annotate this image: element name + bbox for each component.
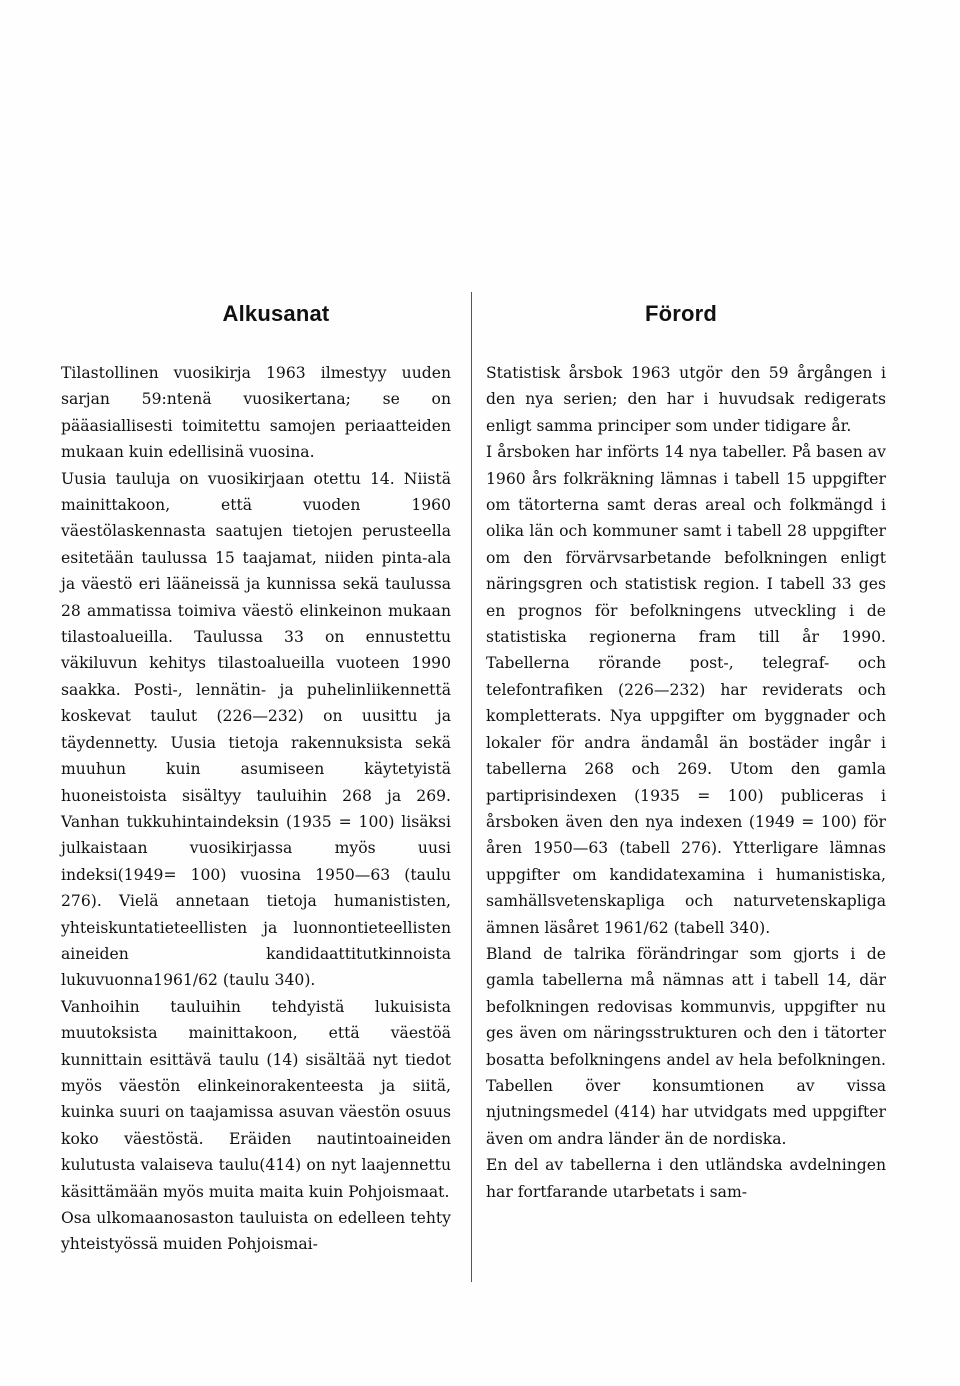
swedish-paragraph-4: En del av tabellerna i den utländska avdelningen har fortfarande utarbetats i sam- [486,1156,886,1201]
finnish-paragraph-4: Osa ulkomaanosaston tauluista on edelleen tehty yhteistyössä muiden Pohjoismai- [61,1209,451,1254]
column-divider [471,292,472,1282]
swedish-paragraph-2: I årsboken har införts 14 nya tabeller. På basen av 1960 års folkräkning lämnas i tabell 15 uppgifter om tätorterna samt deras areal och folkmängd i olika län och kommuner samt i tabell 28 uppgifter om den förvärvsarbetande befolkningen enligt näringsgren och statistisk region. I tabell 33 ges en prognos för befolkningens utveckling i de statistiska regionerna fram till år 1990. Tabellerna rörande post-, telegraf- och telefontrafiken (226—232) har reviderats och kompletterats. Nya uppgifter om byggnader och lokaler för andra ändamål än bostäder ingår i tabellerna 268 och 269. Utom den gamla partiprisindexen (1935 = 100) publiceras i årsboken även den nya indexen (1949 = 100) för åren 1950—63 (tabell 276). Ytterligare lämnas uppgifter om kandidatexamina i humanistiska, samhällsvetenskapliga och naturvetenskapliga ämnen läsåret 1961/62 (tabell 340). [486,443,886,937]
swedish-preface-heading: Förord [644,301,718,326]
swedish-paragraph-1: Statistisk årsbok 1963 utgör den 59 årgången i den nya serien; den har i huvudsak redigerats enligt samma principer som under tidigare år. [486,364,886,435]
swedish-preface-column [486,300,886,1205]
finnish-paragraph-3: Vanhoihin tauluihin tehdyistä lukuisista muutoksista mainittakoon, että väestöä kunnittain esittävä taulu (14) sisältää nyt tiedot myös väestön elinkeinorakenteesta ja siitä, kuinka suuri on taajamissa asuvan väestön osuus koko väestöstä. Eräiden nautintoaineiden kulutusta valaiseva taulu(414) on nyt laajennettu käsittämään myös muita maita kuin Pohjoismaat. [61,997,451,1201]
finnish-paragraph-2: Uusia tauluja on vuosikirjaan otettu 14. Niistä mainittakoon, että vuoden 1960 väestölaskennasta saatujen tietojen perusteella esitetään taulussa 15 taajamat, niiden pinta-ala ja väestö eri lääneissä ja kunnissa sekä taulussa 28 ammatissa toimiva väestö elinkeinon mukaan tilastoalueilla. Taulussa 33 on ennustettu väkiluvun kehitys tilastoalueilla vuoteen 1990 saakka. Posti-, lennätin- ja puhelinliikennettä koskevat taulut (226—232) on uusittu ja täydennetty. Uusia tietoja rakennuksista sekä muuhun kuin asumiseen käytetyistä huoneistoista sisältyy tauluihin 268 ja 269. Vanhan tukkuhintaindeksin (1935 = 100) lisäksi julkaistaan vuosikirjassa myös uusi indeksi(1949= 100) vuosina 1950—63 (taulu 276). Vielä annetaan tietoja humanististen, yhteiskuntatieteellisten ja luonnontieteellisten aineiden kandidaattitutkinnoista lukuvuonna1961/62 (taulu 340). [61,469,451,990]
swedish-paragraph-3: Bland de talrika förändringar som gjorts i de gamla tabellerna må nämnas att i tabell 14, där befolkningen redovisas kommunvis, uppgifter nu ges även om näringsstrukturen och den i tätorter bosatta befolkningens andel av hela befolkningen. Tabellen över konsumtionen av vissa njutningsmedel (414) har utvidgats med uppgifter även om andra länder än de nordiska. [486,944,886,1148]
finnish-preface-heading: Alkusanat [222,301,330,326]
finnish-paragraph-1: Tilastollinen vuosikirja 1963 ilmestyy uuden sarjan 59:ntenä vuosikertana; se on pääasiallisesti toimitettu samojen periaatteiden mukaan kuin edellisinä vuosina. [61,364,451,462]
finnish-preface-column [61,300,451,1258]
